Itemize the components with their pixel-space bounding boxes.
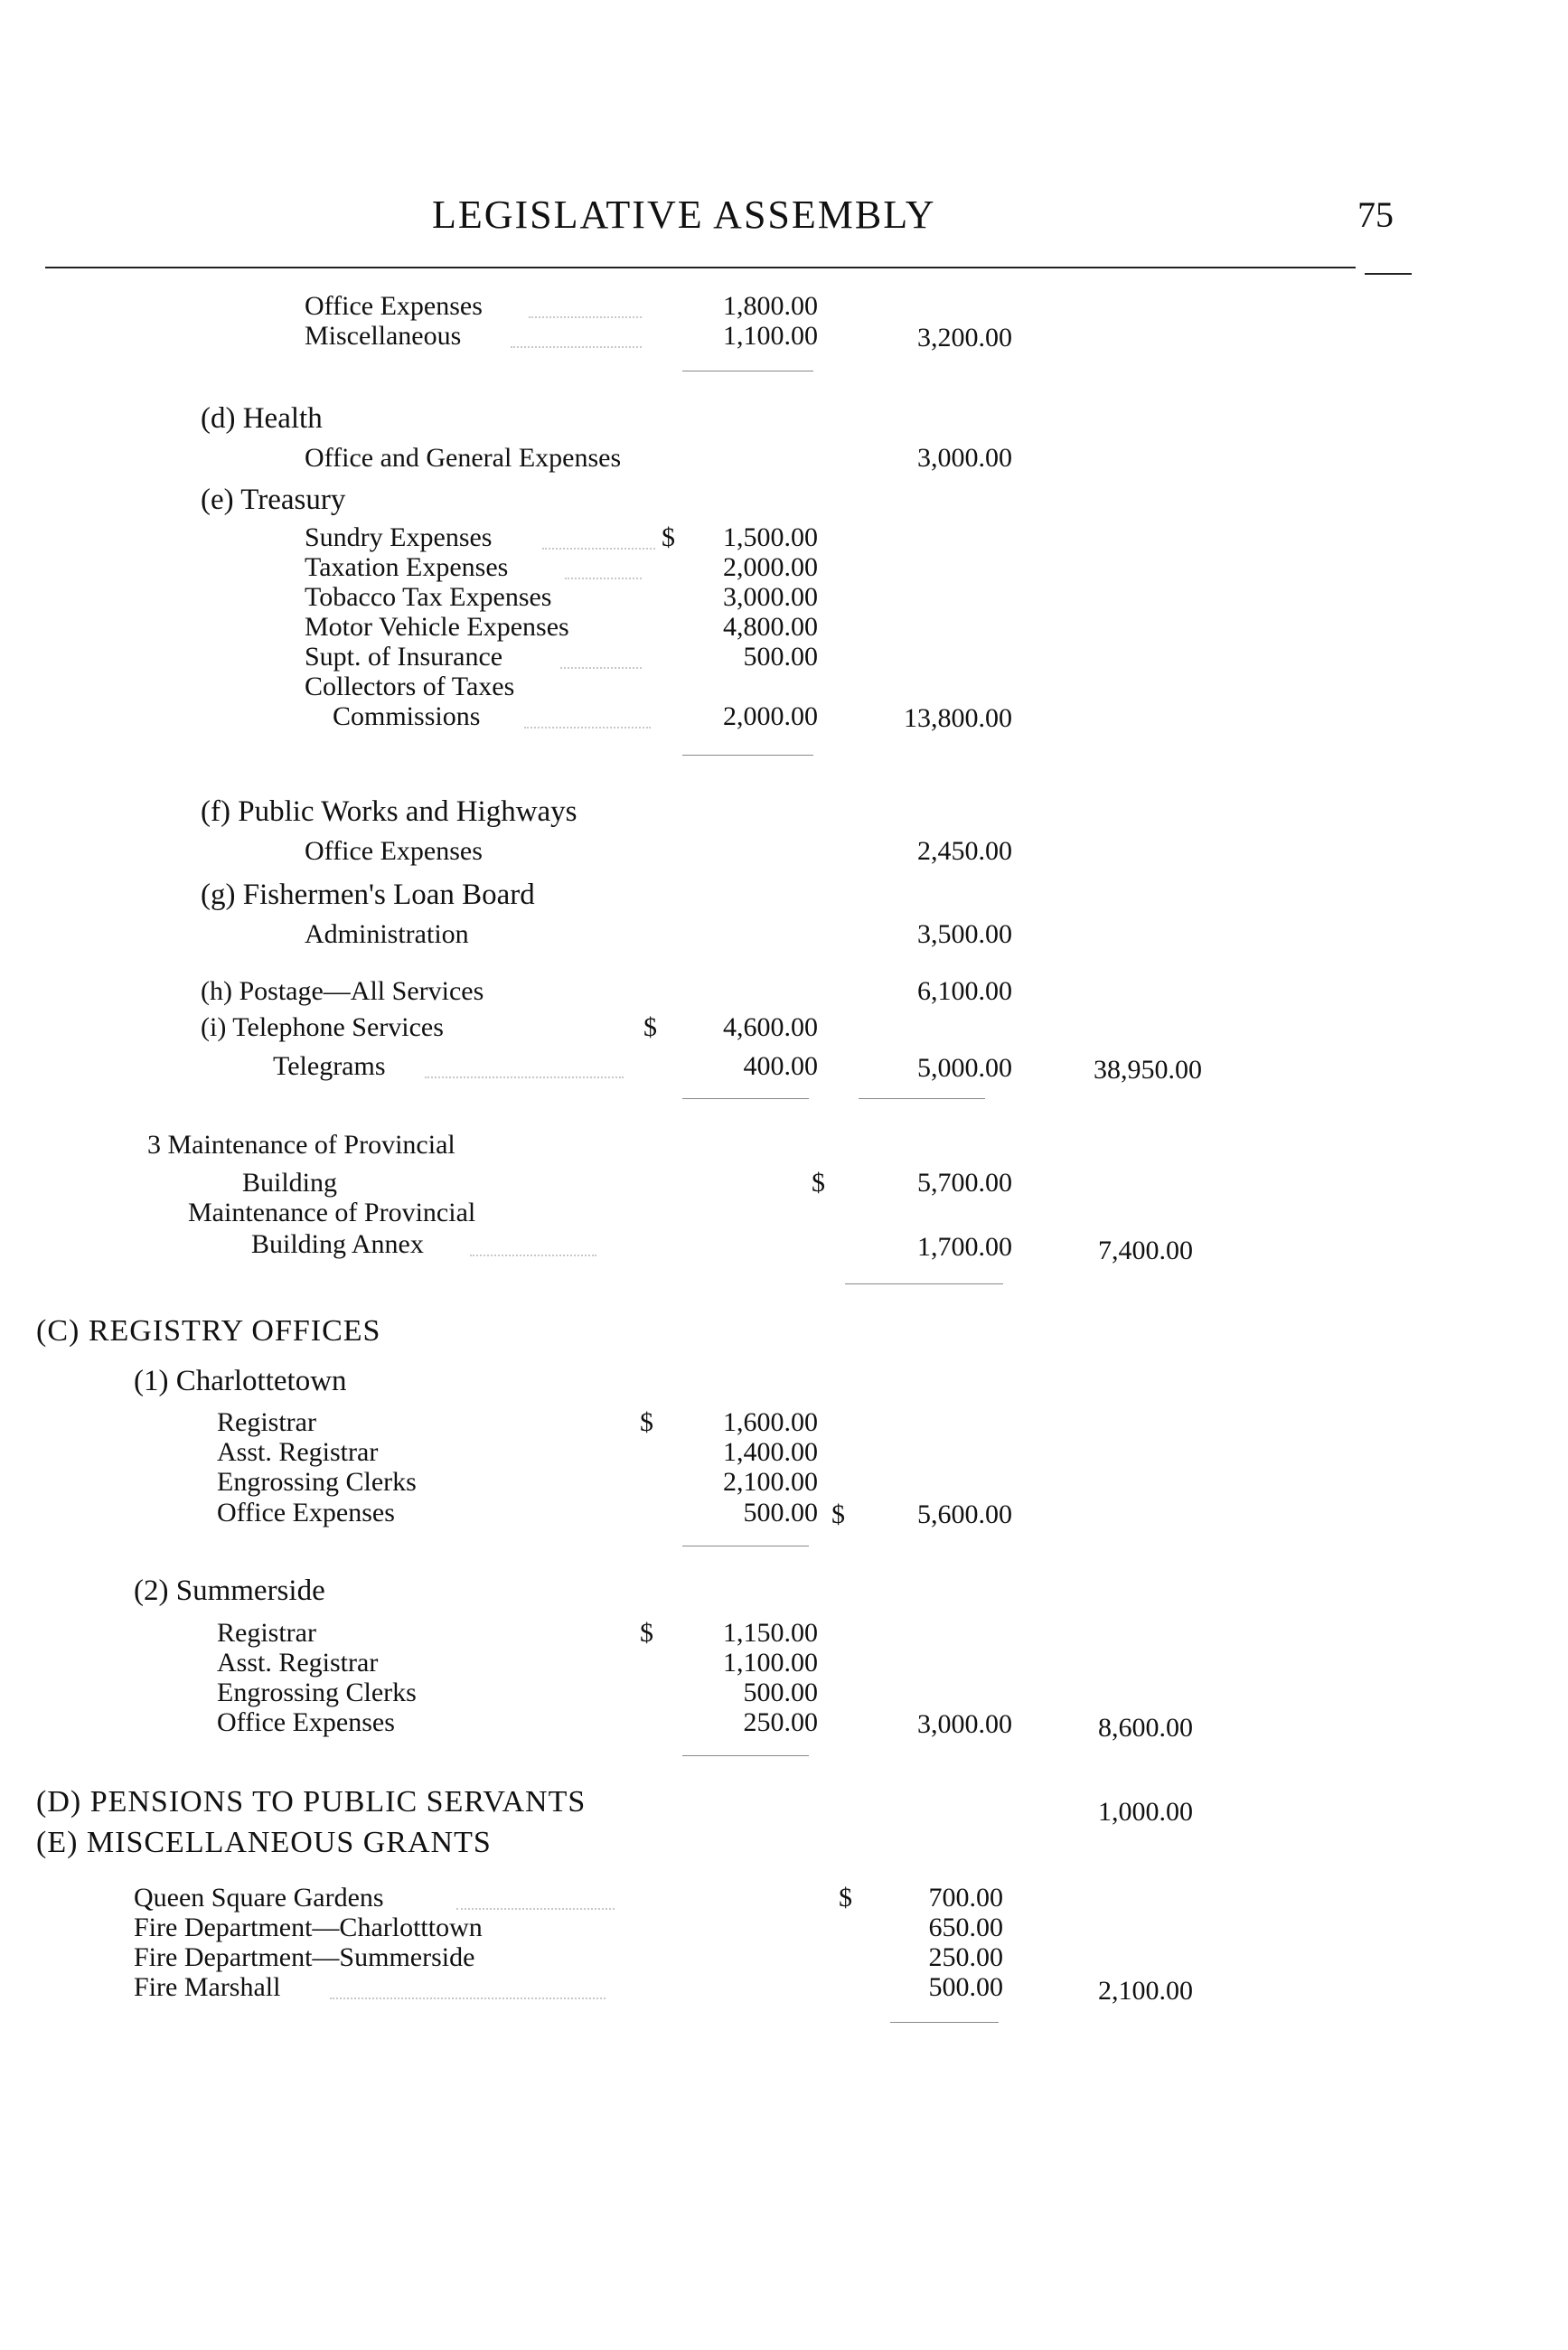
item-label: Registrar bbox=[217, 1407, 316, 1437]
sum-rule bbox=[682, 1755, 809, 1756]
item-amount: 500.00 bbox=[743, 1498, 818, 1528]
leader-dots bbox=[565, 578, 642, 579]
item-amount: 500.00 bbox=[928, 1972, 1003, 2002]
item-label: Administration bbox=[305, 919, 469, 949]
item-amount: 400.00 bbox=[743, 1051, 818, 1081]
item-label: Registrar bbox=[217, 1618, 316, 1648]
item-label: Office Expenses bbox=[217, 1707, 395, 1737]
item-amount: 1,400.00 bbox=[723, 1437, 818, 1467]
section-heading: (C) REGISTRY OFFICES bbox=[36, 1314, 381, 1348]
header-rule-short bbox=[1365, 273, 1412, 275]
leader-dots bbox=[524, 727, 651, 728]
item-label: Office and General Expenses bbox=[305, 443, 622, 473]
item-amount: 500.00 bbox=[743, 642, 818, 672]
section-heading: (1) Charlottetown bbox=[134, 1365, 347, 1397]
grand-total: 8,600.00 bbox=[1098, 1713, 1193, 1743]
sum-rule bbox=[682, 755, 813, 756]
item-amount: 3,000.00 bbox=[723, 582, 818, 612]
item-amount: 650.00 bbox=[928, 1913, 1003, 1942]
item-label: Building Annex bbox=[251, 1229, 424, 1259]
item-label: Fire Department—Charlotttown bbox=[134, 1913, 483, 1942]
sum-rule bbox=[845, 1283, 1003, 1284]
subtotal: 3,200.00 bbox=[917, 323, 1012, 352]
grand-total: 7,400.00 bbox=[1098, 1236, 1193, 1265]
dollar-sign: $ bbox=[812, 1168, 825, 1198]
subtotal: 2,450.00 bbox=[917, 836, 1012, 866]
item-label: Maintenance of Provincial bbox=[188, 1198, 476, 1227]
item-amount: 500.00 bbox=[743, 1678, 818, 1707]
sum-rule bbox=[859, 1098, 985, 1099]
item-amount: 1,100.00 bbox=[723, 1648, 818, 1678]
dollar-sign: $ bbox=[662, 522, 675, 552]
dollar-sign: $ bbox=[839, 1883, 852, 1913]
item-amount: 700.00 bbox=[928, 1883, 1003, 1913]
item-amount: 1,500.00 bbox=[723, 522, 818, 552]
section-heading: (f) Public Works and Highways bbox=[201, 795, 577, 828]
subtotal: 5,700.00 bbox=[917, 1168, 1012, 1198]
dollar-sign: $ bbox=[640, 1618, 653, 1648]
grand-total: 38,950.00 bbox=[1094, 1055, 1202, 1085]
item-label: Tobacco Tax Expenses bbox=[305, 582, 552, 612]
item-label: Engrossing Clerks bbox=[217, 1678, 417, 1707]
subtotal: 5,600.00 bbox=[917, 1499, 1012, 1529]
item-label: (h) Postage—All Services bbox=[201, 976, 484, 1006]
section-heading: (e) Treasury bbox=[201, 484, 346, 516]
subtotal: 3,000.00 bbox=[917, 443, 1012, 473]
subtotal: 3,000.00 bbox=[917, 1709, 1012, 1739]
item-amount: 1,100.00 bbox=[723, 321, 818, 351]
item-amount: 2,100.00 bbox=[723, 1467, 818, 1497]
item-label: Taxation Expenses bbox=[305, 552, 509, 582]
subtotal: 3,500.00 bbox=[917, 919, 1012, 949]
item-label: Building bbox=[242, 1168, 338, 1198]
item-label: Commissions bbox=[333, 701, 481, 731]
page-title: LEGISLATIVE ASSEMBLY bbox=[432, 193, 936, 237]
item-label: Supt. of Insurance bbox=[305, 642, 503, 672]
section-heading: (2) Summerside bbox=[134, 1574, 325, 1607]
item-label: Queen Square Gardens bbox=[134, 1883, 384, 1913]
section-heading: (d) Health bbox=[201, 402, 323, 435]
item-label: Motor Vehicle Expenses bbox=[305, 612, 569, 642]
leader-dots bbox=[529, 316, 642, 318]
item-amount: 1,150.00 bbox=[723, 1618, 818, 1648]
subtotal: 5,000.00 bbox=[917, 1053, 1012, 1083]
item-amount: 2,000.00 bbox=[723, 552, 818, 582]
item-amount: 1,800.00 bbox=[723, 291, 818, 321]
item-label: Telegrams bbox=[273, 1051, 386, 1081]
item-label: Asst. Registrar bbox=[217, 1437, 379, 1467]
leader-dots bbox=[511, 346, 642, 348]
item-label: Sundry Expenses bbox=[305, 522, 493, 552]
item-label: Office Expenses bbox=[305, 291, 483, 321]
item-label: Fire Marshall bbox=[134, 1972, 281, 2002]
leader-dots bbox=[560, 667, 642, 669]
sum-rule bbox=[890, 2022, 999, 2023]
item-label: 3 Maintenance of Provincial bbox=[147, 1130, 455, 1160]
item-label: Miscellaneous bbox=[305, 321, 462, 351]
leader-dots bbox=[470, 1255, 596, 1256]
item-label: Fire Department—Summerside bbox=[134, 1942, 475, 1972]
item-label: Engrossing Clerks bbox=[217, 1467, 417, 1497]
item-label: Asst. Registrar bbox=[217, 1648, 379, 1678]
item-label: Office Expenses bbox=[217, 1498, 395, 1528]
item-label: Office Expenses bbox=[305, 836, 483, 866]
item-amount: 250.00 bbox=[743, 1707, 818, 1737]
item-amount: 1,600.00 bbox=[723, 1407, 818, 1437]
grand-total: 1,000.00 bbox=[1098, 1797, 1193, 1827]
page-number: 75 bbox=[1357, 194, 1394, 235]
item-amount: 250.00 bbox=[928, 1942, 1003, 1972]
dollar-sign: $ bbox=[831, 1499, 845, 1529]
leader-dots bbox=[456, 1908, 615, 1910]
sum-rule bbox=[682, 1098, 809, 1099]
item-amount: 2,000.00 bbox=[723, 701, 818, 731]
leader-dots bbox=[542, 548, 655, 550]
section-heading: (g) Fishermen's Loan Board bbox=[201, 879, 535, 911]
subtotal: 6,100.00 bbox=[917, 976, 1012, 1006]
item-amount: 4,600.00 bbox=[723, 1012, 818, 1042]
item-label: Collectors of Taxes bbox=[305, 672, 515, 701]
dollar-sign: $ bbox=[643, 1012, 657, 1042]
section-heading: (D) PENSIONS TO PUBLIC SERVANTS bbox=[36, 1785, 587, 1819]
leader-dots bbox=[425, 1076, 624, 1078]
section-heading: (E) MISCELLANEOUS GRANTS bbox=[36, 1826, 492, 1859]
dollar-sign: $ bbox=[640, 1407, 653, 1437]
leader-dots bbox=[330, 1998, 606, 1999]
header-rule bbox=[45, 267, 1356, 268]
subtotal: 1,700.00 bbox=[917, 1232, 1012, 1262]
grand-total: 2,100.00 bbox=[1098, 1976, 1193, 2006]
subtotal: 13,800.00 bbox=[904, 703, 1012, 733]
item-label: (i) Telephone Services bbox=[201, 1012, 444, 1042]
item-amount: 4,800.00 bbox=[723, 612, 818, 642]
